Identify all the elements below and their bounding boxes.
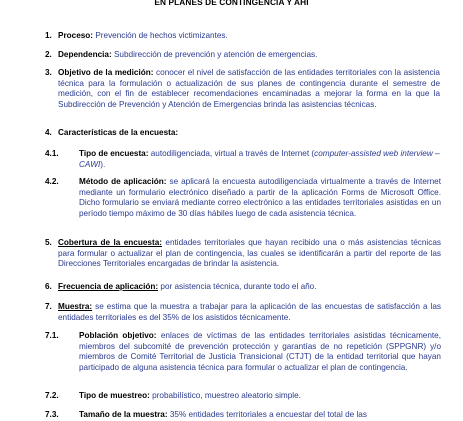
item-2-dependencia — [58, 50, 438, 61]
item-7-1-poblacion — [79, 331, 441, 373]
item-2-number: 2. — [45, 50, 52, 59]
item-4-label: Características de la encuesta: — [58, 128, 179, 137]
item-1-label: Proceso: — [58, 31, 94, 40]
item-7-1-label: Población objetivo: — [79, 331, 157, 340]
item-7-2-number: 7.2. — [45, 391, 59, 400]
item-7-number: 7. — [45, 302, 52, 311]
item-6-number: 6. — [45, 282, 52, 291]
item-5-label: Cobertura de la encuesta: — [58, 238, 162, 247]
item-3-value: conocer el nivel de satisfacción de las entidades territoriales con la asistencia técnica para la formulación o actualización de sus planes de contingencia durante el semestre de medición, con el fin de establecer recomendaciones encaminadas a mejorar la forma en la que la Subdirección de Prevención y Atención de Emergencias brinda las asistencias técnicas. — [58, 68, 440, 109]
item-4-1-value-pre: autodiligenciada, virtual a través de Internet ( — [150, 149, 315, 158]
item-3-label: Objetivo de la medición: — [58, 68, 154, 77]
item-3-objetivo — [58, 68, 440, 110]
item-6-value: por asistencia técnica, durante todo el año. — [160, 282, 317, 291]
document-title: EN PLANES DE CONTINGENCIA Y AHI — [154, 0, 309, 7]
item-7-2-tipo-muestreo — [79, 391, 441, 402]
item-7-3-number: 7.3. — [45, 410, 59, 419]
item-3-number: 3. — [45, 68, 52, 77]
item-4-2-value: se aplicará la encuesta autodiligenciada virtualmente a través de Internet mediante un formulario electrónico diseñado a partir de la aplicación Forms de Microsoft Office. Dicho formulario se enviará mediante correo electrónico a las entidades territoriales asistidas en un período tiempo máximo de 30 días hábiles luego de cada asistencia técnica. — [79, 177, 441, 218]
item-7-1-number: 7.1. — [45, 331, 59, 340]
item-4-2-number: 4.2. — [45, 177, 59, 186]
item-4-1-value-post: ). — [100, 159, 106, 169]
item-7-1-value: enlaces de víctimas de las entidades territoriales asistidas técnicamente, miembros del subcomité de prevención protección y garantías de no repetición (SPPGNR) y/o miembros de Comité Territorial de Justicia Transicional (CTJT) de la entidad territorial que hayan participado de alguna asistencia técnica para formular o actualizar el plan de contingencia. — [79, 331, 442, 372]
item-1-number: 1. — [45, 31, 52, 40]
item-4-2-metodo — [79, 177, 441, 219]
item-4-caracteristicas — [58, 128, 438, 139]
item-6-frecuencia — [58, 282, 441, 293]
item-7-2-label: Tipo de muestreo: — [79, 391, 150, 400]
item-4-number: 4. — [45, 128, 52, 137]
item-5-value: entidades territoriales que hayan recibido una o más asistencias técnicas para formular o actualizar el plan de contingencia, las cuales se identificarán a partir del reporte de las Direcciones Territoriales encargadas de brindar la asistencia. — [58, 238, 441, 269]
item-5-number: 5. — [45, 238, 52, 247]
item-7-3-tamano — [79, 410, 441, 421]
item-7-label: Muestra: — [58, 302, 93, 311]
item-2-label: Dependencia: — [58, 50, 112, 59]
item-7-muestra — [58, 302, 441, 323]
item-4-1-number: 4.1. — [45, 149, 59, 158]
item-4-1-value-em: computer-assisted web interview – CAWI — [79, 149, 440, 169]
item-1-proceso — [58, 31, 438, 42]
item-1-value: Prevención de hechos victimizantes. — [95, 31, 228, 40]
item-7-3-label: Tamaño de la muestra: — [79, 410, 168, 419]
item-5-cobertura — [58, 238, 441, 270]
item-4-1-tipo-encuesta — [79, 149, 441, 170]
item-7-3-value: 35% entidades territoriales a encuestar del total de las — [169, 410, 367, 419]
item-7-2-value: probabilístico, muestreo aleatorio simple. — [152, 391, 301, 400]
item-4-2-label: Método de aplicación: — [79, 177, 167, 186]
item-4-1-label: Tipo de encuesta: — [79, 149, 149, 158]
item-7-value: se estima que la muestra a trabajar para la aplicación de las encuestas de satisfacción a las entidades territoriales es del 35% de los asistidos técnicamente. — [58, 302, 441, 322]
item-6-label: Frecuencia de aplicación: — [58, 282, 159, 291]
item-2-value: Subdirección de prevención y atención de emergencias. — [113, 50, 318, 59]
